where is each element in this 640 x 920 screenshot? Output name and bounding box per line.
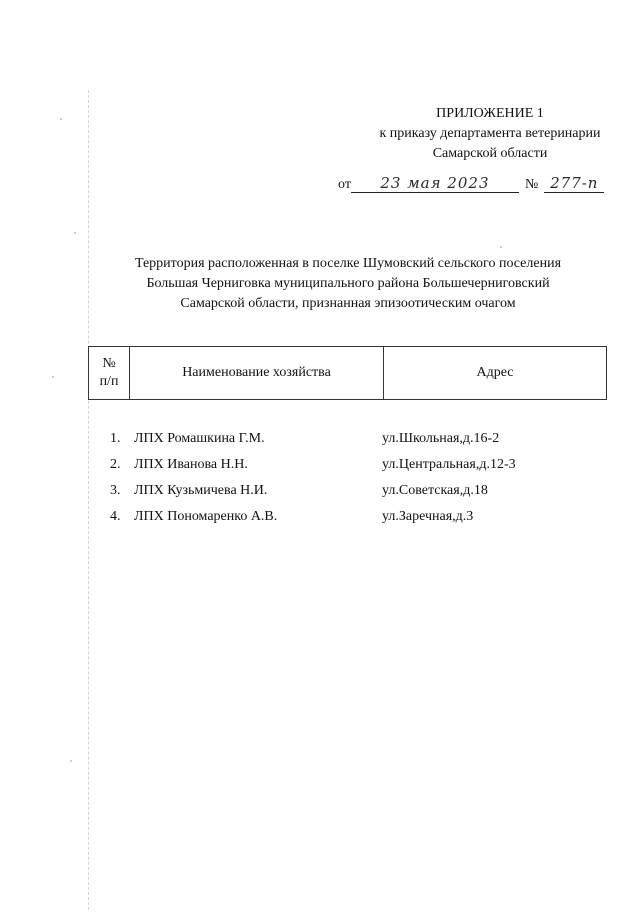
column-address: Адрес bbox=[476, 365, 514, 380]
list-item-farm: ЛПХ Ромашкина Г.М. bbox=[134, 431, 265, 446]
column-number bbox=[89, 347, 130, 399]
list-item-address: ул.Заречная,д.3 bbox=[382, 509, 474, 524]
heading-line-1: Территория расположенная в поселке Шумовский сельского поселения bbox=[134, 256, 562, 271]
scan-speck bbox=[500, 246, 502, 248]
appendix-header bbox=[300, 104, 640, 164]
list-item-farm: ЛПХ Кузьмичева Н.И. bbox=[134, 483, 268, 498]
order-reference bbox=[338, 174, 604, 193]
appendix-line-2: Самарской области bbox=[432, 146, 548, 161]
column-number-line-2: п/п bbox=[99, 374, 119, 389]
scan-speck bbox=[60, 118, 62, 120]
list-item-number: 4. bbox=[110, 509, 121, 524]
list-item-number: 1. bbox=[110, 431, 121, 446]
list-item bbox=[110, 452, 590, 478]
list-item-address: ул.Школьная,д.16-2 bbox=[382, 431, 500, 446]
heading-line-3: Самарской области, признанная эпизоотическим очагом bbox=[180, 296, 516, 311]
list-item bbox=[110, 504, 590, 530]
list-item-farm: ЛПХ Иванова Н.Н. bbox=[134, 457, 248, 472]
scan-speck bbox=[74, 232, 76, 234]
column-farm: Наименование хозяйства bbox=[130, 347, 384, 399]
appendix-title: ПРИЛОЖЕНИЕ 1 bbox=[436, 106, 544, 121]
order-date-handwritten: 23 мая 2023 bbox=[351, 174, 519, 193]
list-item bbox=[110, 478, 590, 504]
order-number-handwritten: 277-п bbox=[544, 174, 604, 193]
appendix-line-1: к приказу департамента ветеринарии bbox=[379, 126, 601, 141]
list-item-farm: ЛПХ Пономаренко А.В. bbox=[134, 509, 278, 524]
table-header bbox=[88, 346, 607, 400]
farm-list bbox=[110, 426, 590, 530]
list-item bbox=[110, 426, 590, 452]
heading-line-2: Большая Черниговка муниципального района Большечерниговский bbox=[146, 276, 550, 291]
column-number-line-1: № bbox=[102, 356, 116, 371]
order-from-label: от bbox=[338, 177, 351, 192]
list-item-number: 2. bbox=[110, 457, 121, 472]
document-heading bbox=[96, 254, 600, 314]
list-item-address: ул.Центральная,д.12-3 bbox=[382, 457, 516, 472]
list-item-number: 3. bbox=[110, 483, 121, 498]
scan-fold-line bbox=[88, 90, 89, 910]
order-number-label: № bbox=[524, 177, 539, 192]
scan-speck bbox=[52, 376, 54, 378]
scan-speck bbox=[70, 760, 72, 762]
list-item-address: ул.Советская,д.18 bbox=[382, 483, 488, 498]
